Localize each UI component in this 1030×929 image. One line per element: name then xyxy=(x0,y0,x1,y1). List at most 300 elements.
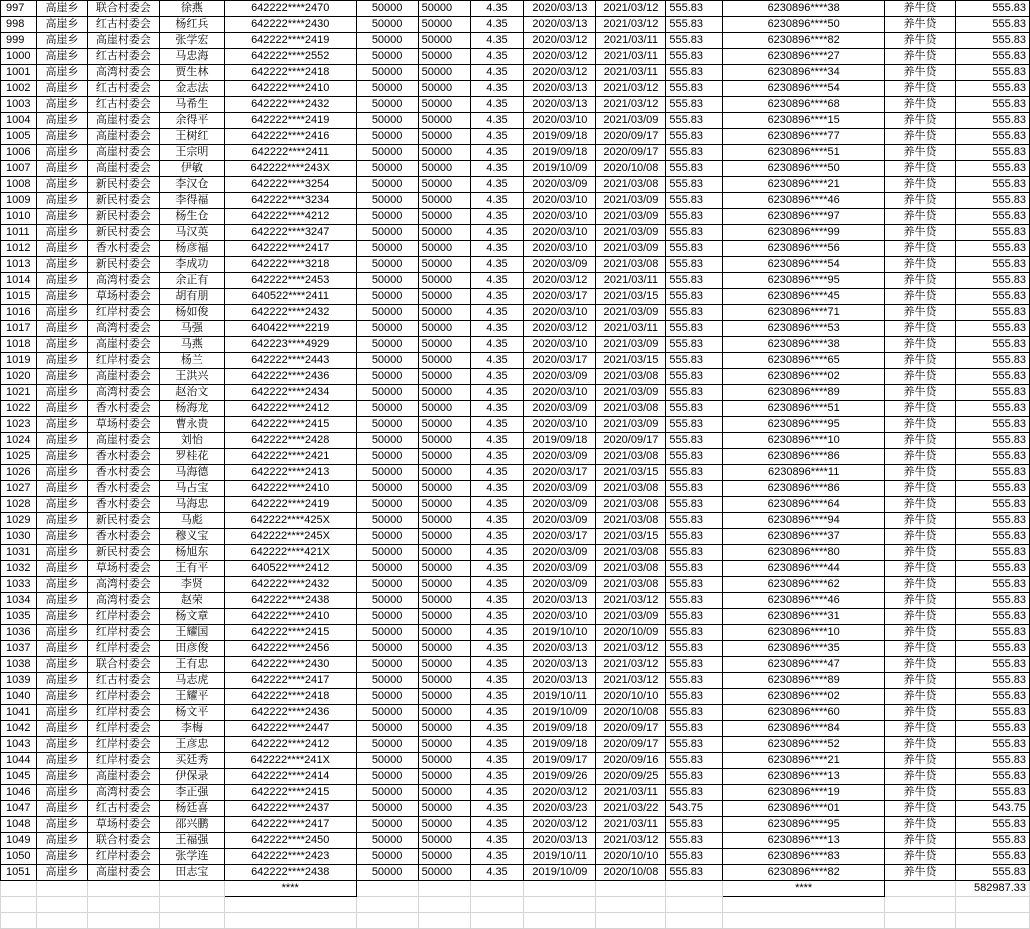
interest-cell[interactable]: 555.83 xyxy=(666,593,723,609)
interest-cell[interactable]: 555.83 xyxy=(666,433,723,449)
card-number-cell[interactable]: 6230896****89 xyxy=(723,673,885,689)
seq-cell[interactable]: 1005 xyxy=(1,129,37,145)
balance-cell[interactable]: 50000 xyxy=(418,593,470,609)
card-number-cell[interactable]: 6230896****83 xyxy=(723,849,885,865)
seq-cell[interactable]: 1040 xyxy=(1,689,37,705)
seq-cell[interactable]: 1013 xyxy=(1,257,37,273)
subsidy-cell[interactable]: 555.83 xyxy=(955,257,1029,273)
interest-cell[interactable]: 555.83 xyxy=(666,257,723,273)
name-cell[interactable]: 刘怡 xyxy=(159,433,224,449)
balance-cell[interactable]: 50000 xyxy=(418,225,470,241)
village-cell[interactable]: 红古村委会 xyxy=(87,49,159,65)
end-date-cell[interactable]: 2021/03/08 xyxy=(596,369,666,385)
id-number-cell[interactable]: 642222****2450 xyxy=(224,833,356,849)
start-date-cell[interactable]: 2020/03/10 xyxy=(524,209,596,225)
subsidy-cell[interactable]: 555.83 xyxy=(955,129,1029,145)
end-date-cell[interactable]: 2021/03/09 xyxy=(596,225,666,241)
township-cell[interactable]: 高崖乡 xyxy=(36,369,87,385)
start-date-cell[interactable]: 2020/03/13 xyxy=(524,641,596,657)
seq-cell[interactable]: 1006 xyxy=(1,145,37,161)
id-number-cell[interactable]: 642222****2437 xyxy=(224,801,356,817)
subsidy-cell[interactable]: 555.83 xyxy=(955,289,1029,305)
village-cell[interactable]: 红古村委会 xyxy=(87,97,159,113)
end-date-cell[interactable]: 2021/03/09 xyxy=(596,385,666,401)
village-cell[interactable]: 高崖村委会 xyxy=(87,161,159,177)
loan-amount-cell[interactable]: 50000 xyxy=(356,641,418,657)
start-date-cell[interactable]: 2020/03/10 xyxy=(524,385,596,401)
id-number-cell[interactable]: 642222****2417 xyxy=(224,817,356,833)
name-cell[interactable]: 马燕 xyxy=(159,337,224,353)
subsidy-cell[interactable]: 555.83 xyxy=(955,529,1029,545)
township-cell[interactable]: 高崖乡 xyxy=(36,289,87,305)
id-number-cell[interactable]: 642222****425X xyxy=(224,513,356,529)
subsidy-cell[interactable]: 555.83 xyxy=(955,33,1029,49)
loan-amount-cell[interactable]: 50000 xyxy=(356,561,418,577)
name-cell[interactable]: 李得福 xyxy=(159,193,224,209)
interest-cell[interactable]: 555.83 xyxy=(666,289,723,305)
subsidy-cell[interactable]: 555.83 xyxy=(955,593,1029,609)
balance-cell[interactable]: 50000 xyxy=(418,849,470,865)
balance-cell[interactable]: 50000 xyxy=(418,753,470,769)
subsidy-cell[interactable]: 555.83 xyxy=(955,817,1029,833)
end-date-cell[interactable]: 2021/03/09 xyxy=(596,337,666,353)
seq-cell[interactable]: 1037 xyxy=(1,641,37,657)
card-number-cell[interactable]: 6230896****65 xyxy=(723,353,885,369)
id-number-cell[interactable]: 642222****2411 xyxy=(224,145,356,161)
id-number-cell[interactable]: 642222****2438 xyxy=(224,865,356,881)
township-cell[interactable]: 高崖乡 xyxy=(36,353,87,369)
subsidy-cell[interactable]: 555.83 xyxy=(955,849,1029,865)
id-number-cell[interactable]: 642222****2417 xyxy=(224,673,356,689)
start-date-cell[interactable]: 2019/09/18 xyxy=(524,721,596,737)
interest-cell[interactable]: 555.83 xyxy=(666,705,723,721)
balance-cell[interactable]: 50000 xyxy=(418,161,470,177)
start-date-cell[interactable]: 2020/03/10 xyxy=(524,609,596,625)
interest-cell[interactable]: 555.83 xyxy=(666,177,723,193)
township-cell[interactable]: 高崖乡 xyxy=(36,801,87,817)
seq-cell[interactable]: 1012 xyxy=(1,241,37,257)
card-number-cell[interactable]: 6230896****44 xyxy=(723,561,885,577)
rate-cell[interactable]: 4.35 xyxy=(470,529,524,545)
start-date-cell[interactable]: 2020/03/12 xyxy=(524,321,596,337)
interest-cell[interactable]: 555.83 xyxy=(666,17,723,33)
start-date-cell[interactable]: 2020/03/10 xyxy=(524,417,596,433)
subsidy-cell[interactable]: 555.83 xyxy=(955,497,1029,513)
name-cell[interactable]: 马海忠 xyxy=(159,497,224,513)
township-cell[interactable]: 高崖乡 xyxy=(36,737,87,753)
seq-cell[interactable]: 1025 xyxy=(1,449,37,465)
loan-type-cell[interactable]: 养牛贷 xyxy=(885,593,956,609)
seq-cell[interactable]: 1003 xyxy=(1,97,37,113)
subsidy-cell[interactable]: 555.83 xyxy=(955,513,1029,529)
rate-cell[interactable]: 4.35 xyxy=(470,385,524,401)
start-date-cell[interactable]: 2020/03/09 xyxy=(524,481,596,497)
village-cell[interactable]: 高崖村委会 xyxy=(87,369,159,385)
subsidy-cell[interactable]: 555.83 xyxy=(955,545,1029,561)
loan-type-cell[interactable]: 养牛贷 xyxy=(885,193,956,209)
village-cell[interactable]: 香水村委会 xyxy=(87,449,159,465)
loan-type-cell[interactable]: 养牛贷 xyxy=(885,785,956,801)
card-number-cell[interactable]: 6230896****10 xyxy=(723,625,885,641)
card-number-cell[interactable]: 6230896****99 xyxy=(723,225,885,241)
id-number-cell[interactable]: 642222****2412 xyxy=(224,401,356,417)
rate-cell[interactable]: 4.35 xyxy=(470,1,524,17)
rate-cell[interactable]: 4.35 xyxy=(470,369,524,385)
loan-amount-cell[interactable]: 50000 xyxy=(356,433,418,449)
balance-cell[interactable]: 50000 xyxy=(418,497,470,513)
id-number-cell[interactable]: 642222****2470 xyxy=(224,1,356,17)
loan-amount-cell[interactable]: 50000 xyxy=(356,161,418,177)
loan-amount-cell[interactable]: 50000 xyxy=(356,817,418,833)
loan-amount-cell[interactable]: 50000 xyxy=(356,401,418,417)
card-number-cell[interactable]: 6230896****38 xyxy=(723,1,885,17)
card-number-cell[interactable]: 6230896****37 xyxy=(723,529,885,545)
balance-cell[interactable]: 50000 xyxy=(418,865,470,881)
id-number-cell[interactable]: 642222****421X xyxy=(224,545,356,561)
end-date-cell[interactable]: 2020/09/17 xyxy=(596,737,666,753)
loan-type-cell[interactable]: 养牛贷 xyxy=(885,465,956,481)
subsidy-cell[interactable]: 555.83 xyxy=(955,481,1029,497)
id-number-cell[interactable]: 642222****2415 xyxy=(224,785,356,801)
total-id-mask[interactable]: **** xyxy=(224,881,356,897)
rate-cell[interactable]: 4.35 xyxy=(470,337,524,353)
id-number-cell[interactable]: 642222****245X xyxy=(224,529,356,545)
id-number-cell[interactable]: 642222****2415 xyxy=(224,417,356,433)
rate-cell[interactable]: 4.35 xyxy=(470,737,524,753)
seq-cell[interactable]: 1039 xyxy=(1,673,37,689)
id-number-cell[interactable]: 642222****2410 xyxy=(224,481,356,497)
start-date-cell[interactable]: 2019/09/17 xyxy=(524,753,596,769)
card-number-cell[interactable]: 6230896****10 xyxy=(723,433,885,449)
loan-amount-cell[interactable]: 50000 xyxy=(356,257,418,273)
village-cell[interactable]: 高湾村委会 xyxy=(87,577,159,593)
name-cell[interactable]: 王树红 xyxy=(159,129,224,145)
village-cell[interactable]: 新民村委会 xyxy=(87,193,159,209)
id-number-cell[interactable]: 642222****2430 xyxy=(224,657,356,673)
rate-cell[interactable]: 4.35 xyxy=(470,17,524,33)
start-date-cell[interactable]: 2020/03/17 xyxy=(524,465,596,481)
rate-cell[interactable]: 4.35 xyxy=(470,625,524,641)
loan-amount-cell[interactable]: 50000 xyxy=(356,49,418,65)
start-date-cell[interactable]: 2019/10/11 xyxy=(524,849,596,865)
loan-amount-cell[interactable]: 50000 xyxy=(356,17,418,33)
village-cell[interactable]: 红古村委会 xyxy=(87,81,159,97)
card-number-cell[interactable]: 6230896****47 xyxy=(723,657,885,673)
end-date-cell[interactable]: 2021/03/08 xyxy=(596,177,666,193)
balance-cell[interactable]: 50000 xyxy=(418,17,470,33)
rate-cell[interactable]: 4.35 xyxy=(470,449,524,465)
end-date-cell[interactable]: 2020/09/17 xyxy=(596,145,666,161)
card-number-cell[interactable]: 6230896****71 xyxy=(723,305,885,321)
start-date-cell[interactable]: 2019/10/09 xyxy=(524,865,596,881)
interest-cell[interactable]: 555.83 xyxy=(666,385,723,401)
balance-cell[interactable]: 50000 xyxy=(418,529,470,545)
seq-cell[interactable]: 1018 xyxy=(1,337,37,353)
card-number-cell[interactable]: 6230896****52 xyxy=(723,737,885,753)
end-date-cell[interactable]: 2021/03/12 xyxy=(596,1,666,17)
name-cell[interactable]: 伊保录 xyxy=(159,769,224,785)
card-number-cell[interactable]: 6230896****77 xyxy=(723,129,885,145)
interest-cell[interactable]: 555.83 xyxy=(666,753,723,769)
card-number-cell[interactable]: 6230896****95 xyxy=(723,417,885,433)
township-cell[interactable]: 高崖乡 xyxy=(36,49,87,65)
balance-cell[interactable]: 50000 xyxy=(418,785,470,801)
loan-amount-cell[interactable]: 50000 xyxy=(356,529,418,545)
township-cell[interactable]: 高崖乡 xyxy=(36,321,87,337)
township-cell[interactable]: 高崖乡 xyxy=(36,129,87,145)
village-cell[interactable]: 红岸村委会 xyxy=(87,609,159,625)
interest-cell[interactable]: 555.83 xyxy=(666,817,723,833)
township-cell[interactable]: 高崖乡 xyxy=(36,161,87,177)
start-date-cell[interactable]: 2020/03/09 xyxy=(524,177,596,193)
start-date-cell[interactable]: 2020/03/09 xyxy=(524,449,596,465)
rate-cell[interactable]: 4.35 xyxy=(470,801,524,817)
subsidy-cell[interactable]: 555.83 xyxy=(955,721,1029,737)
seq-cell[interactable]: 1041 xyxy=(1,705,37,721)
end-date-cell[interactable]: 2021/03/09 xyxy=(596,193,666,209)
start-date-cell[interactable]: 2019/09/18 xyxy=(524,737,596,753)
name-cell[interactable]: 杨如俊 xyxy=(159,305,224,321)
rate-cell[interactable]: 4.35 xyxy=(470,849,524,865)
id-number-cell[interactable]: 642222****2419 xyxy=(224,113,356,129)
balance-cell[interactable]: 50000 xyxy=(418,673,470,689)
balance-cell[interactable]: 50000 xyxy=(418,689,470,705)
start-date-cell[interactable]: 2020/03/09 xyxy=(524,513,596,529)
name-cell[interactable]: 杨廷喜 xyxy=(159,801,224,817)
subsidy-cell[interactable]: 555.83 xyxy=(955,209,1029,225)
balance-cell[interactable]: 50000 xyxy=(418,705,470,721)
end-date-cell[interactable]: 2021/03/11 xyxy=(596,321,666,337)
balance-cell[interactable]: 50000 xyxy=(418,209,470,225)
rate-cell[interactable]: 4.35 xyxy=(470,81,524,97)
village-cell[interactable]: 红岸村委会 xyxy=(87,849,159,865)
loan-amount-cell[interactable]: 50000 xyxy=(356,177,418,193)
card-number-cell[interactable]: 6230896****89 xyxy=(723,385,885,401)
interest-cell[interactable]: 543.75 xyxy=(666,801,723,817)
id-number-cell[interactable]: 642222****3218 xyxy=(224,257,356,273)
name-cell[interactable]: 赵荣 xyxy=(159,593,224,609)
end-date-cell[interactable]: 2020/09/25 xyxy=(596,769,666,785)
start-date-cell[interactable]: 2019/10/09 xyxy=(524,161,596,177)
township-cell[interactable]: 高崖乡 xyxy=(36,817,87,833)
end-date-cell[interactable]: 2021/03/08 xyxy=(596,481,666,497)
village-cell[interactable]: 高崖村委会 xyxy=(87,865,159,881)
name-cell[interactable]: 李正强 xyxy=(159,785,224,801)
loan-type-cell[interactable]: 养牛贷 xyxy=(885,705,956,721)
card-number-cell[interactable]: 6230896****54 xyxy=(723,81,885,97)
name-cell[interactable]: 杨兰 xyxy=(159,353,224,369)
rate-cell[interactable]: 4.35 xyxy=(470,641,524,657)
end-date-cell[interactable]: 2021/03/09 xyxy=(596,609,666,625)
end-date-cell[interactable]: 2020/09/17 xyxy=(596,129,666,145)
township-cell[interactable]: 高崖乡 xyxy=(36,305,87,321)
seq-cell[interactable]: 1011 xyxy=(1,225,37,241)
township-cell[interactable]: 高崖乡 xyxy=(36,145,87,161)
seq-cell[interactable]: 1047 xyxy=(1,801,37,817)
rate-cell[interactable]: 4.35 xyxy=(470,545,524,561)
subsidy-cell[interactable]: 555.83 xyxy=(955,161,1029,177)
village-cell[interactable]: 新民村委会 xyxy=(87,177,159,193)
end-date-cell[interactable]: 2021/03/12 xyxy=(596,593,666,609)
subsidy-cell[interactable]: 555.83 xyxy=(955,17,1029,33)
township-cell[interactable]: 高崖乡 xyxy=(36,401,87,417)
loan-amount-cell[interactable]: 50000 xyxy=(356,353,418,369)
balance-cell[interactable]: 50000 xyxy=(418,81,470,97)
loan-type-cell[interactable]: 养牛贷 xyxy=(885,161,956,177)
interest-cell[interactable]: 555.83 xyxy=(666,49,723,65)
id-number-cell[interactable]: 642222****2413 xyxy=(224,465,356,481)
name-cell[interactable]: 张学连 xyxy=(159,849,224,865)
township-cell[interactable]: 高崖乡 xyxy=(36,705,87,721)
name-cell[interactable]: 王有忠 xyxy=(159,657,224,673)
loan-type-cell[interactable]: 养牛贷 xyxy=(885,449,956,465)
card-number-cell[interactable]: 6230896****11 xyxy=(723,465,885,481)
start-date-cell[interactable]: 2020/03/17 xyxy=(524,353,596,369)
loan-type-cell[interactable]: 养牛贷 xyxy=(885,113,956,129)
id-number-cell[interactable]: 642222****2410 xyxy=(224,609,356,625)
end-date-cell[interactable]: 2021/03/08 xyxy=(596,401,666,417)
village-cell[interactable]: 红岸村委会 xyxy=(87,641,159,657)
subsidy-cell[interactable]: 555.83 xyxy=(955,145,1029,161)
end-date-cell[interactable]: 2021/03/11 xyxy=(596,785,666,801)
card-number-cell[interactable]: 6230896****97 xyxy=(723,209,885,225)
interest-cell[interactable]: 555.83 xyxy=(666,81,723,97)
card-number-cell[interactable]: 6230896****82 xyxy=(723,865,885,881)
township-cell[interactable]: 高崖乡 xyxy=(36,769,87,785)
end-date-cell[interactable]: 2021/03/08 xyxy=(596,513,666,529)
township-cell[interactable]: 高崖乡 xyxy=(36,209,87,225)
rate-cell[interactable]: 4.35 xyxy=(470,145,524,161)
loan-type-cell[interactable]: 养牛贷 xyxy=(885,257,956,273)
id-number-cell[interactable]: 640422****2219 xyxy=(224,321,356,337)
interest-cell[interactable]: 555.83 xyxy=(666,145,723,161)
rate-cell[interactable]: 4.35 xyxy=(470,753,524,769)
name-cell[interactable]: 李成功 xyxy=(159,257,224,273)
rate-cell[interactable]: 4.35 xyxy=(470,401,524,417)
loan-type-cell[interactable]: 养牛贷 xyxy=(885,833,956,849)
end-date-cell[interactable]: 2021/03/09 xyxy=(596,305,666,321)
rate-cell[interactable]: 4.35 xyxy=(470,289,524,305)
balance-cell[interactable]: 50000 xyxy=(418,177,470,193)
interest-cell[interactable]: 555.83 xyxy=(666,721,723,737)
township-cell[interactable]: 高崖乡 xyxy=(36,625,87,641)
loan-amount-cell[interactable]: 50000 xyxy=(356,545,418,561)
balance-cell[interactable]: 50000 xyxy=(418,193,470,209)
id-number-cell[interactable]: 642222****243X xyxy=(224,161,356,177)
name-cell[interactable]: 杨文章 xyxy=(159,609,224,625)
subsidy-cell[interactable]: 555.83 xyxy=(955,865,1029,881)
subsidy-cell[interactable]: 555.83 xyxy=(955,321,1029,337)
card-number-cell[interactable]: 6230896****68 xyxy=(723,97,885,113)
rate-cell[interactable]: 4.35 xyxy=(470,129,524,145)
subsidy-cell[interactable]: 555.83 xyxy=(955,305,1029,321)
seq-cell[interactable]: 1045 xyxy=(1,769,37,785)
card-number-cell[interactable]: 6230896****95 xyxy=(723,817,885,833)
end-date-cell[interactable]: 2021/03/08 xyxy=(596,545,666,561)
loan-type-cell[interactable]: 养牛贷 xyxy=(885,273,956,289)
township-cell[interactable]: 高崖乡 xyxy=(36,257,87,273)
loan-amount-cell[interactable]: 50000 xyxy=(356,465,418,481)
loan-type-cell[interactable]: 养牛贷 xyxy=(885,241,956,257)
end-date-cell[interactable]: 2021/03/09 xyxy=(596,241,666,257)
end-date-cell[interactable]: 2021/03/08 xyxy=(596,497,666,513)
seq-cell[interactable]: 1016 xyxy=(1,305,37,321)
village-cell[interactable]: 高湾村委会 xyxy=(87,785,159,801)
interest-cell[interactable]: 555.83 xyxy=(666,785,723,801)
name-cell[interactable]: 马希生 xyxy=(159,97,224,113)
subsidy-cell[interactable]: 543.75 xyxy=(955,801,1029,817)
seq-cell[interactable]: 1032 xyxy=(1,561,37,577)
subsidy-cell[interactable]: 555.83 xyxy=(955,769,1029,785)
seq-cell[interactable]: 1015 xyxy=(1,289,37,305)
start-date-cell[interactable]: 2020/03/12 xyxy=(524,785,596,801)
township-cell[interactable]: 高崖乡 xyxy=(36,785,87,801)
subsidy-cell[interactable]: 555.83 xyxy=(955,433,1029,449)
rate-cell[interactable]: 4.35 xyxy=(470,817,524,833)
rate-cell[interactable]: 4.35 xyxy=(470,609,524,625)
rate-cell[interactable]: 4.35 xyxy=(470,49,524,65)
card-number-cell[interactable]: 6230896****01 xyxy=(723,801,885,817)
rate-cell[interactable]: 4.35 xyxy=(470,209,524,225)
loan-amount-cell[interactable]: 50000 xyxy=(356,193,418,209)
interest-cell[interactable]: 555.83 xyxy=(666,417,723,433)
card-number-cell[interactable]: 6230896****95 xyxy=(723,273,885,289)
loan-amount-cell[interactable]: 50000 xyxy=(356,305,418,321)
start-date-cell[interactable]: 2020/03/12 xyxy=(524,65,596,81)
subsidy-cell[interactable]: 555.83 xyxy=(955,113,1029,129)
loan-amount-cell[interactable]: 50000 xyxy=(356,113,418,129)
card-number-cell[interactable]: 6230896****86 xyxy=(723,481,885,497)
interest-cell[interactable]: 555.83 xyxy=(666,129,723,145)
balance-cell[interactable]: 50000 xyxy=(418,145,470,161)
end-date-cell[interactable]: 2020/10/10 xyxy=(596,689,666,705)
name-cell[interactable]: 徐燕 xyxy=(159,1,224,17)
loan-type-cell[interactable]: 养牛贷 xyxy=(885,865,956,881)
subsidy-cell[interactable]: 555.83 xyxy=(955,337,1029,353)
village-cell[interactable]: 草场村委会 xyxy=(87,817,159,833)
loan-type-cell[interactable]: 养牛贷 xyxy=(885,289,956,305)
start-date-cell[interactable]: 2019/10/10 xyxy=(524,625,596,641)
balance-cell[interactable]: 50000 xyxy=(418,401,470,417)
subsidy-cell[interactable]: 555.83 xyxy=(955,369,1029,385)
loan-type-cell[interactable]: 养牛贷 xyxy=(885,417,956,433)
township-cell[interactable]: 高崖乡 xyxy=(36,417,87,433)
id-number-cell[interactable]: 642222****2434 xyxy=(224,385,356,401)
rate-cell[interactable]: 4.35 xyxy=(470,657,524,673)
name-cell[interactable]: 马彪 xyxy=(159,513,224,529)
loan-type-cell[interactable]: 养牛贷 xyxy=(885,65,956,81)
loan-amount-cell[interactable]: 50000 xyxy=(356,849,418,865)
loan-amount-cell[interactable]: 50000 xyxy=(356,225,418,241)
id-number-cell[interactable]: 642222****2419 xyxy=(224,497,356,513)
name-cell[interactable]: 罗桂花 xyxy=(159,449,224,465)
subsidy-cell[interactable]: 555.83 xyxy=(955,561,1029,577)
id-number-cell[interactable]: 642222****2447 xyxy=(224,721,356,737)
name-cell[interactable]: 余正有 xyxy=(159,273,224,289)
subsidy-cell[interactable]: 555.83 xyxy=(955,785,1029,801)
end-date-cell[interactable]: 2021/03/12 xyxy=(596,81,666,97)
loan-amount-cell[interactable]: 50000 xyxy=(356,513,418,529)
village-cell[interactable]: 新民村委会 xyxy=(87,209,159,225)
name-cell[interactable]: 马强 xyxy=(159,321,224,337)
seq-cell[interactable]: 1000 xyxy=(1,49,37,65)
loan-amount-cell[interactable]: 50000 xyxy=(356,753,418,769)
rate-cell[interactable]: 4.35 xyxy=(470,113,524,129)
end-date-cell[interactable]: 2020/10/08 xyxy=(596,161,666,177)
loan-amount-cell[interactable]: 50000 xyxy=(356,609,418,625)
subsidy-cell[interactable]: 555.83 xyxy=(955,81,1029,97)
village-cell[interactable]: 联合村委会 xyxy=(87,1,159,17)
